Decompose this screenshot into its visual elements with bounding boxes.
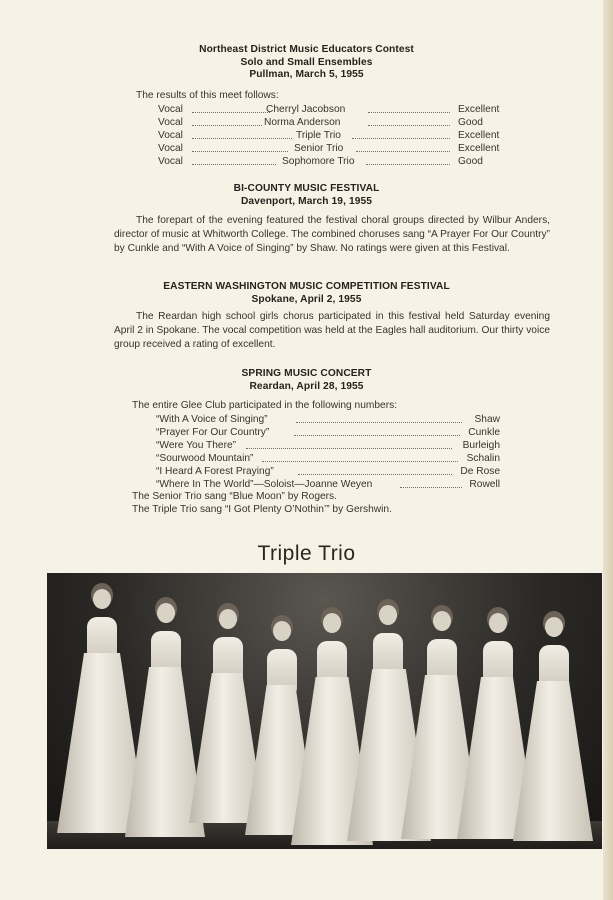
result-row [158,143,504,156]
bicounty-text: The forepart of the evening featured the festival choral groups directed by Wilbur Anders, director of music at Whitworth College. The combined choruses sang “A Prayer For Our Country” by Cunkle and “With A Voice of Singing” by Shaw. No ratings were given at this Festival. [114,215,550,254]
eastern-text: The Reardan high school girls chorus participated in this festival held Saturday evening April 2 in Spokane. The vocal competition was held at the Eagles hall auditorium. Our thirty voice group received a rating of excellent. [114,311,550,350]
result-rating: Excellent [458,143,500,154]
song-composer: Burleigh [462,440,500,451]
dot-leader [298,474,452,475]
contest-title: Northeast District Music Educators Contest [199,44,414,55]
concert-number-row [156,427,500,440]
triple-trio-photo [47,573,602,849]
result-category: Vocal [158,130,183,141]
triple-trio-line: The Triple Trio sang “I Got Plenty O’Nothin’” by Gershwin. [132,504,392,515]
result-category: Vocal [158,117,183,128]
contest-header [0,44,613,82]
result-rating: Good [458,117,483,128]
bicounty-title: BI-COUNTY MUSIC FESTIVAL [233,183,380,194]
dot-leader [192,151,288,152]
result-name: Triple Trio [296,130,341,141]
dot-leader [262,461,458,462]
concert-number-row [156,466,500,479]
eastern-header [0,281,613,306]
result-name: Cherryl Jacobson [266,104,346,115]
song-title: “Sourwood Mountain” [156,453,254,464]
result-category: Vocal [158,104,183,115]
dot-leader [192,125,262,126]
photo-heading: Triple Trio [257,542,356,565]
result-category: Vocal [158,156,183,167]
page-edge-shadow [603,0,613,900]
concert-number-row [156,440,500,453]
bicounty-paragraph [114,214,550,256]
result-row [158,104,504,117]
dot-leader [400,487,462,488]
eastern-paragraph [114,310,550,352]
dot-leader [294,435,460,436]
result-category: Vocal [158,143,183,154]
dot-leader [366,164,450,165]
result-row [158,117,504,130]
result-name: Norma Anderson [264,117,341,128]
result-name: Senior Trio [294,143,344,154]
eastern-title: EASTERN WASHINGTON MUSIC COMPETITION FESTIVAL [163,281,450,292]
song-composer: Rowell [469,479,500,490]
concert-number-row [156,414,500,427]
spring-place-date: Reardan, April 28, 1955 [249,380,364,392]
dot-leader [296,422,462,423]
dot-leader [246,448,452,449]
eastern-place-date: Spokane, April 2, 1955 [251,293,362,305]
contest-intro: The results of this meet follows: [136,90,279,101]
song-composer: Shaw [474,414,500,425]
song-title: “Were You There” [156,440,237,451]
dot-leader [368,112,450,113]
senior-trio-line: The Senior Trio sang “Blue Moon” by Rogers. [132,491,337,502]
dot-leader [192,138,292,139]
dot-leader [352,138,450,139]
concert-number-row [156,453,500,466]
song-composer: Cunkle [468,427,500,438]
bicounty-header [0,183,613,208]
result-rating: Excellent [458,130,500,141]
result-name: Sophomore Trio [282,156,355,167]
song-title: “With A Voice of Singing” [156,414,268,425]
contest-subtitle: Solo and Small Ensembles [240,56,373,68]
dot-leader [192,164,276,165]
result-rating: Good [458,156,483,167]
spring-header [0,368,613,393]
dot-leader [356,151,450,152]
spring-intro: The entire Glee Club participated in the following numbers: [132,400,398,411]
spring-title: SPRING MUSIC CONCERT [241,368,372,379]
song-title: “Prayer For Our Country” [156,427,270,438]
song-composer: De Rose [460,466,500,477]
contest-place-date: Pullman, March 5, 1955 [249,69,364,81]
song-title: “I Heard A Forest Praying” [156,466,274,477]
dot-leader [192,112,270,113]
dot-leader [368,125,450,126]
song-title: “Where In The World”—Soloist—Joanne Weyen [156,479,373,490]
result-row [158,156,504,169]
result-row [158,130,504,143]
song-composer: Schalin [466,453,500,464]
result-rating: Excellent [458,104,500,115]
bicounty-place-date: Davenport, March 19, 1955 [240,195,373,207]
